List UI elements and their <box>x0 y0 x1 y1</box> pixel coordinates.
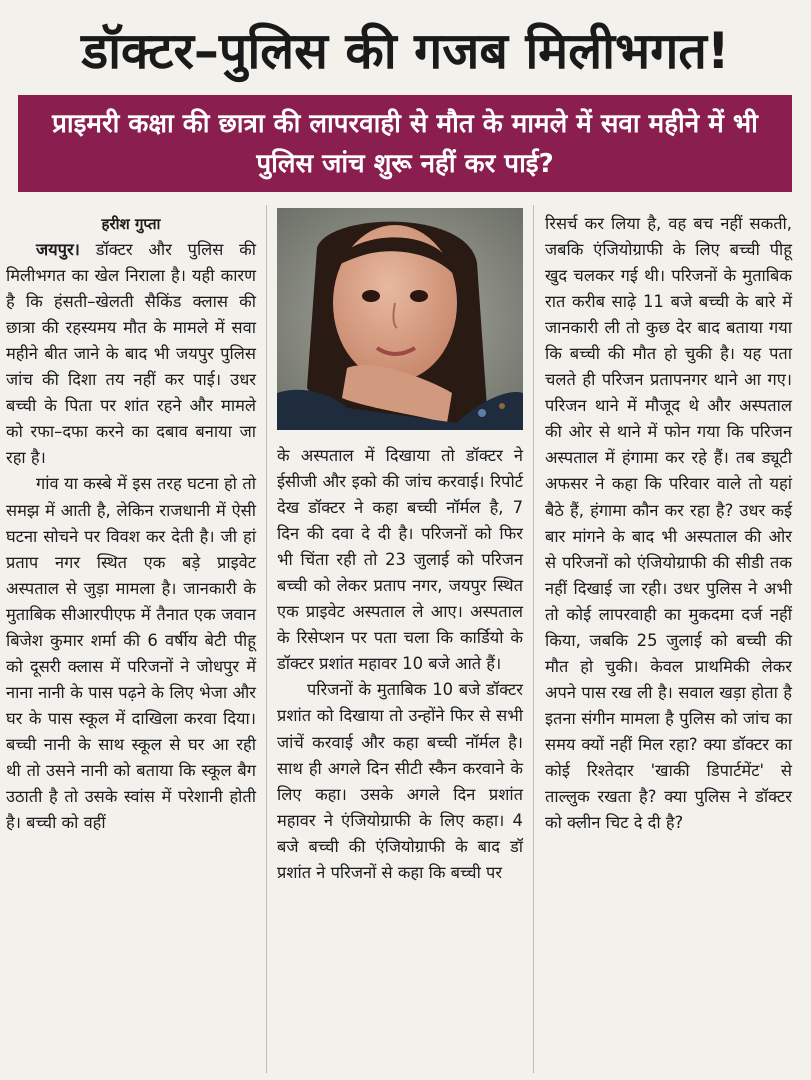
girl-portrait-photo <box>277 208 523 430</box>
article-column-2 <box>277 443 523 886</box>
article-column-1 <box>6 211 256 836</box>
subheadline-text: प्राइमरी कक्षा की छात्रा की लापरवाही से मौत के मामले में सवा महीने में भी पुलिस जांच शुरू नहीं कर पाई? <box>52 108 758 179</box>
headline: डॉक्टर–पुलिस की गजब मिलीभगत! <box>81 22 730 80</box>
paragraph: गांव या कस्बे में इस तरह घटना हो तो समझ में आती है, लेकिन राजधानी में ऐसी घटना सोचने पर विवश कर देती है। जी हां प्रताप नगर स्थित एक बड़े प्राइवेट अस्पताल से जुड़ा मामला है। जानकारी के मुताबिक सीआरपीएफ में तैनात एक जवान बिजेश कुमार शर्मा की 6 वर्षीय बेटी पीहू को दूसरी क्लास में परिजनों ने जोधपुर में नाना नानी के पास पढ़ने के लिए भेजा और घर के पास स्कूल में दाखिला करवा दिया। बच्ची नानी के साथ स्कूल से घर आ रही थी तो उसने नानी को बताया कि स्कूल बैग उठाती है तो उसके स्वांस में परेशानी होती है। बच्ची को वहीं <box>6 474 256 833</box>
paragraph: परिजनों के मुताबिक 10 बजे डॉक्टर प्रशांत को दिखाया तो उन्होंने फिर से सभी जांचें करवाई और कहा बच्ची नॉर्मल है। साथ ही अगले दिन सीटी स्कैन करवाने के लिए कहा। उसके अगले दिन प्रशांत महावर ने एंजियोग्राफी के लिए कहा। 4 बजे बच्ची की एंजियोग्राफी के बाद डॉ प्रशांत ने परिजनों से कहा कि बच्ची पर <box>277 680 523 882</box>
paragraph-text: डॉक्टर और पुलिस की मिलीभगत का खेल निराला है। यही कारण है कि हंसती–खेलती सैकिंड क्लास की छात्रा की रहस्यमय मौत के मामले में सवा महीने बीत जाने के बाद भी जयपुर पुलिस जांच की दिशा तय नहीं कर पाई। उधर बच्ची के पिता पर शांत रहने और मामले को रफा–दफा करने का दबाव बनाया जा रहा है। <box>6 240 256 468</box>
column-divider-left <box>266 205 267 1073</box>
paragraph <box>6 237 256 471</box>
girl-portrait-icon <box>277 208 523 430</box>
column-divider-right <box>533 205 534 1073</box>
subheadline-banner <box>18 95 792 192</box>
paragraph: के अस्पताल में दिखाया तो डॉक्टर ने ईसीजी और इको की जांच करवाई। रिपोर्ट देख डॉक्टर ने कहा बच्ची नॉर्मल है, 7 दिन की दवा दे दी है। परिजनों को फिर भी चिंता रही तो 23 जुलाई को परिजन बच्ची को लेकर प्रताप नगर, जयपुर स्थित एक प्राइवेट अस्पताल ले आए। अस्पताल के रिसेप्शन पर पता चला कि कार्डियो के डॉक्टर प्रशांत महावर 10 बजे आते हैं। <box>277 446 523 674</box>
article-column-3 <box>545 211 792 836</box>
dateline: जयपुर। <box>36 240 80 260</box>
paragraph: रिसर्च कर लिया है, वह बच नहीं सकती, जबकि एंजियोग्राफी के लिए बच्ची पीहू खुद चलकर गई थी। परिजनों के मुताबिक रात करीब साढ़े 11 बजे बच्ची के बारे में जानकारी ली तो कुछ देर बाद बताया गया कि बच्ची की मौत हो चुकी है। यह पता चलते ही परिजन प्रतापनगर थाने आ गए। परिजन थाने में मौजूद थे और अस्पताल की ओर से थाने में फोन गया कि परिजन अस्पताल में हंगामा कर रहे हैं। तब ड्यूटी अफसर ने कहा कि परिवार वाले तो यहां बैठे हैं, हंगामा कौन कर रहा है? उधर कई बार मांगने के बाद भी अस्पताल की ओर से परिजनों को एंजियोग्राफी की सीडी तक नहीं दिखाई जा रही। उधर पुलिस ने अभी तो कोई लापरवाही का मुकदमा दर्ज नहीं किया, जबकि 25 जुलाई को बच्ची की मौत हो चुकी। केवल प्राथमिकी लेकर अपने पास रख ली है। सवाल खड़ा होता है इतना संगीन मामला है पुलिस को जांच का समय क्यों नहीं मिल रहा? क्या डॉक्टर का कोई रिश्तेदार 'खाकी डिपार्टमेंट' से ताल्लुक रखता है? क्या पुलिस ने डॉक्टर को क्लीन चिट दे दी है? <box>545 214 792 833</box>
byline: हरीश गुप्ता <box>101 215 161 233</box>
